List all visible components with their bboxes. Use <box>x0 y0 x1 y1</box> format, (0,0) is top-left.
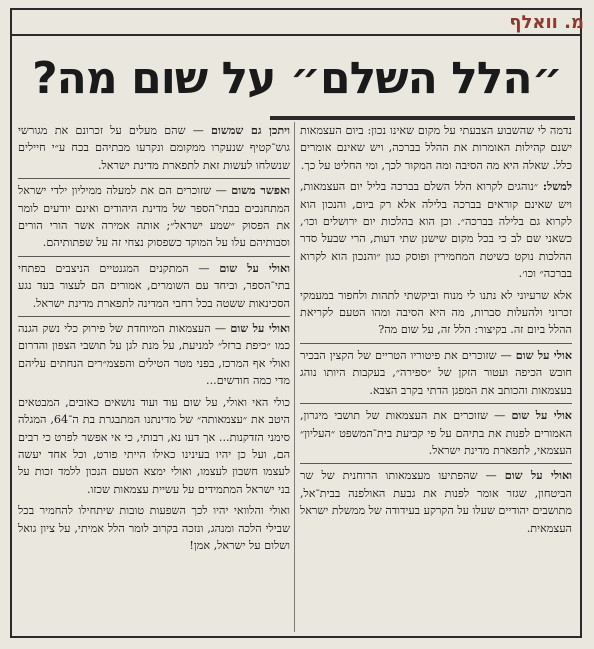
paragraph <box>18 394 290 498</box>
paragraph-lead: ויתכן גם שמשום <box>211 123 290 137</box>
paragraph-text: — שזוכרים את העצמאות של תושבי מיגרון, האמורים לפנות את בתיהם על פי קביעת בית־המשפט ״העליון״ העצמאי, לתפארת מדינת ישראל. <box>300 409 572 457</box>
paragraph-text: נדמה לי שהשבוע הצבעתי על מקום שאינו נכון: ביום העצמאות ישנם קהילות האומרות את ההלל בברכה, ויש שאינם אומרים כלל. שאלה היא מה הסיבה ומה המקור לכך, ומי החליט על כך. <box>300 124 572 172</box>
paragraph-lead: אולי על שום <box>511 408 572 423</box>
paragraph <box>18 502 290 554</box>
paragraph <box>18 182 290 252</box>
paragraph <box>18 320 290 390</box>
paragraph-lead: למשל: <box>542 179 572 194</box>
paragraph <box>300 122 572 174</box>
headline-underline <box>270 116 575 120</box>
paragraph-text: — שזוכרים הם את למעלה ממיליון ילדי ישראל המתחנכים בבתי־הספר של מדינת היהודים ואינם יודעים לומר את הפסוק ״שמע ישראל״; אותה אמירה אשר הורי הורים וסבותיהם עלו על המוקד כשפסוק נצחי זה על שפתותיהם. <box>18 184 290 250</box>
paragraph <box>18 122 290 174</box>
paragraph <box>300 467 572 537</box>
article-column-left <box>18 122 290 634</box>
paragraph-text: — העצמאות המיוחדת של פירוק כלי נשק הגנה כמו ״כיפת ברזל״ למניעת, על מנת לגן על תושבי הצפון והדרום ואולי אף המרכז, בפני מטר הטילים והפצמ״רים הנחתים עליהם מדי כמה חודשים... <box>18 322 290 388</box>
byline-bar <box>12 10 580 36</box>
paragraph-text: כולי האי ואולי, על שום עוד ועוד נושאים כאובים, המבטאים היטב את ״עצמאותה״ של מדינתנו המתבגרת בת ה־64, המגלה סימני הזדקנות... אך דעו נא, רבותי, כי אי אפשר לפרט כי רבים הם, ועל כן יהיו בעינינו כאילו הייתי פורט, וכל אחד יעשה לעצמו חשבון לעצמו, ואולי ימצא הטעם הנכון ללמד זכות על בני ישראל המתמידים על עשיית עצמאות שכזו. <box>18 395 290 496</box>
paragraph <box>18 260 290 312</box>
paragraph-lead: ואולי על שום <box>230 321 290 336</box>
paragraph-lead: ואולי על שום <box>219 260 290 275</box>
paragraph-lead: ואולי על שום <box>504 468 572 483</box>
paragraph-text: ״נוהגים לקרוא הלל השלם בברכה בליל יום העצמאות, ויש שאינם קוראים בברכה בלילה אלא רק ביום, והנכון הוא לקרוא גם בלילה בברכה״. וכן הוא בהלכות יום ירושלים וכו׳, כשאני שם לב כי בכל מקום שישנן שתי דעות, הרי שבעל סדר ההלכות נוקט כשיטת המחמירין ופוסק כגון ״והנכון הוא לקרוא בברכה״ וכו׳. <box>300 180 572 281</box>
paragraph <box>300 347 572 399</box>
article-column-right <box>300 122 572 634</box>
paragraph-text: — שהם מעלים על זכרונם את מגורשי גוש־קטיף שנעקרו ממקומם ונקרעו מבתיהם בכח ע״י חיילים שנשלחו לעשות זאת לתפארת מדינת ישראל. <box>18 124 290 172</box>
paragraph-lead: אולי על שום <box>515 347 572 362</box>
paragraph-text: — שהפתיעו מעצמאותו הרוחנית של שר הביטחון, שגזר אומר לפנות את גבעת האולפנה בבית־אל, מתושבים יהודיים שעלו על הקרקע בעידודה של ממשלת ישראל העצמאית. <box>300 469 572 535</box>
paragraph-text: — שזוכרים את פיטוריו הטריים של הקצין הבכיר חובש הכיפה ועטור הזקן של ״ספירה״, בעקבות היותו נוהג בעצמאות והכותב את המפגן הדתי בקרב הצבא. <box>300 348 572 397</box>
paragraph <box>300 178 572 282</box>
article-headline: ״הלל השלם״ על שום מה? <box>32 53 562 104</box>
paragraph-text: — המתקנים המגנטיים הניצבים בפתחי בתי־הספר, וביחד עם השומרים, אמורים הם לעצור בעד נגע הסכינאות ששטה בכל רחבי המדינה לתפארת מדינת ישראל. <box>18 261 290 310</box>
column-divider <box>294 122 295 632</box>
paragraph-lead: ואפשר משום <box>231 183 290 198</box>
divider-line <box>18 178 290 179</box>
divider-line <box>18 256 290 257</box>
divider-line <box>18 316 290 317</box>
divider-line <box>300 463 572 464</box>
author-byline: מ. וואלף <box>509 12 584 33</box>
divider-line <box>300 403 572 404</box>
paragraph <box>300 287 572 339</box>
divider-line <box>300 343 572 344</box>
paragraph <box>300 407 572 459</box>
paragraph-text: אלא שרעיוני לא נתנו לי מנוח וביקשתי לתהות ולחפור במעמקי זכרוני ולהעלות סברות, מה היא הסיבה ומהו הטעם לקריאת ההלל ביום זה. בקיצור: הלל זה, על שום מה? <box>300 288 572 337</box>
paragraph-text: ואולי והלוואי יהיו לכך השפעות טובות שיתחילו להחמיר בכל שבילי הלכה ומנהג, ונזכה בקרוב לומר הלל אמיתי, על ציון גואל ושלום על ישראל, אמן! <box>18 504 290 552</box>
